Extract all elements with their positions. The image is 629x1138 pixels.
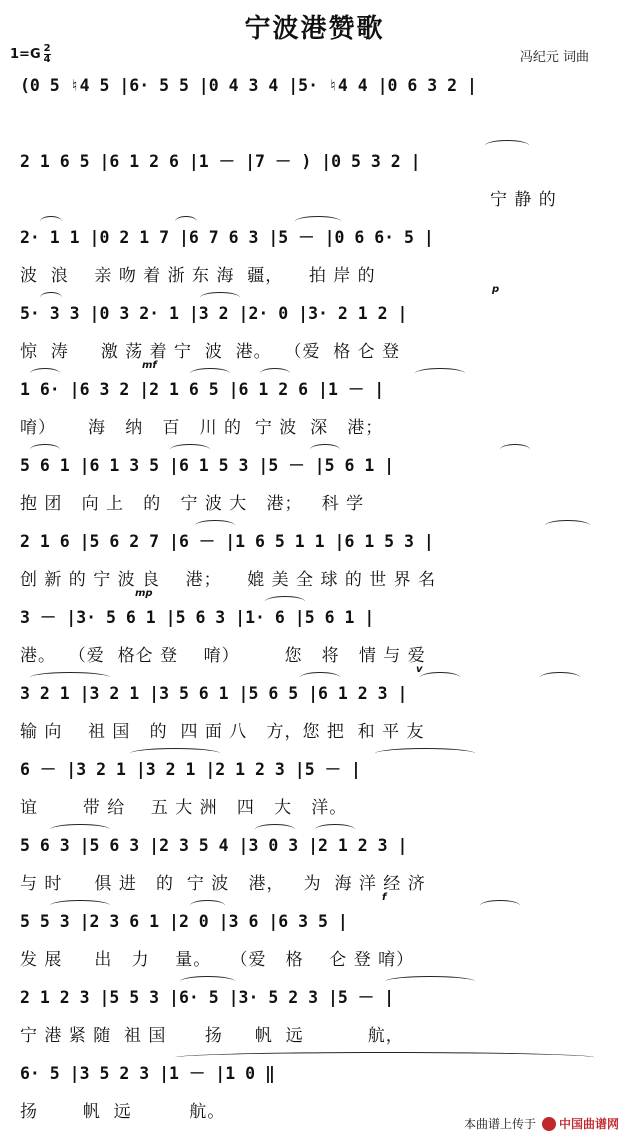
slur [50, 824, 110, 835]
lyric-line: 输 向 祖 国 的 四 面 八 方，您 把 和 平 友 [20, 722, 425, 742]
slur [170, 444, 210, 455]
slur [315, 824, 355, 835]
slur [30, 368, 60, 379]
dynamic-p: p [492, 284, 500, 295]
system-3 [0, 222, 629, 300]
lyric-line: 惊 涛 激 荡 着 宁 波 港。 （爱 格 仑 登 [20, 342, 401, 362]
system-8 [0, 588, 629, 680]
slur [195, 520, 235, 531]
notation-line: (0 5 ♮4 5 |6· 5 5 |0 4 3 4 |5· ♮4 4 |0 6 3 2 | [20, 76, 477, 95]
lyric-line: 扬 帆 远 航。 [20, 1102, 226, 1122]
system-13 [0, 982, 629, 1060]
slur [190, 368, 230, 379]
slur [180, 976, 235, 987]
author-credit: 冯纪元 词曲 [519, 50, 589, 65]
notation-line: 3 － |3· 5 6 1 |5 6 3 |1· 6 |5 6 1 | [20, 608, 375, 627]
notation-line: 5· 3 3 |0 3 2· 1 |3 2 |2· 0 |3· 2 1 2 | [20, 304, 408, 323]
slur [40, 292, 62, 303]
notation-line: 5 5 3 |2 3 6 1 |2 0 |3 6 |6 3 5 | [20, 912, 348, 931]
lyric-line: 谊 带 给 五 大 洲 四 大 洋。 [20, 798, 348, 818]
page-title: 宁波港赞歌 [244, 14, 385, 44]
slur [30, 672, 110, 683]
lyric-line: 创 新 的 宁 波 良 港； 媲 美 全 球 的 世 界 名 [20, 570, 437, 590]
system-1 [0, 70, 629, 148]
lyric-line: 与 时 俱 进 的 宁 波 港， 为 海 洋 经 济 [20, 874, 426, 894]
slur [485, 140, 529, 151]
slur [375, 748, 475, 759]
system-2 [0, 146, 629, 224]
footer-watermark [464, 1115, 619, 1132]
slur [200, 292, 240, 303]
tie [175, 1052, 595, 1063]
lyric-line: 发 展 出 力 量。 （爱 格 仑 登 唷） [20, 950, 415, 970]
notation-line: 5 6 3 |5 6 3 |2 3 5 4 |3 0 3 |2 1 2 3 | [20, 836, 408, 855]
logo-text: 中国曲谱网 [558, 1117, 619, 1131]
notation-line: 2 1 6 |5 6 2 7 |6 － |1 6 5 1 1 |6 1 5 3 | [20, 532, 434, 551]
notation-line: 1 6· |6 3 2 |2 1 6 5 |6 1 2 6 |1 － | [20, 380, 385, 399]
system-11 [0, 830, 629, 908]
system-6 [0, 450, 629, 528]
notation-line: 6· 5 |3 5 2 3 |1 － |1 0 ‖ [20, 1064, 275, 1083]
dynamic-f: f [382, 892, 387, 903]
slur [385, 976, 475, 987]
system-5 [0, 360, 629, 452]
key-signature [10, 44, 51, 65]
slur [130, 748, 220, 759]
slur [40, 216, 62, 227]
slur [265, 596, 305, 607]
system-4 [0, 284, 629, 376]
slur [480, 900, 520, 911]
lyric-line: 唷） 海 纳 百 川 的 宁 波 深 港； [20, 418, 384, 438]
slur [540, 672, 580, 683]
lyric-line: 港。 （爱 格仑 登 唷） 您 将 情 与 爱 [20, 646, 426, 666]
lyric-line: 宁 静 的 [490, 190, 557, 210]
slur [545, 520, 590, 531]
key-label: 1=G [10, 47, 41, 62]
system-7 [0, 526, 629, 604]
notation-line: 2 1 2 3 |5 5 3 |6· 5 |3· 5 2 3 |5 － | [20, 988, 395, 1007]
slur [30, 444, 60, 455]
slur [255, 824, 295, 835]
notation-line: 3 2 1 |3 2 1 |3 5 6 1 |5 6 5 |6 1 2 3 | [20, 684, 408, 703]
notation-line: 5 6 1 |6 1 3 5 |6 1 5 3 |5 － |5 6 1 | [20, 456, 395, 475]
slur [50, 900, 110, 911]
system-10 [0, 754, 629, 832]
system-9 [0, 664, 629, 756]
site-logo [542, 1115, 619, 1132]
lyric-line: 波 浪 亲 吻 着 浙 东 海 疆， 拍 岸 的 [20, 266, 376, 286]
slur [500, 444, 530, 455]
lyric-line: 抱 团 向 上 的 宁 波 大 港； 科 学 [20, 494, 365, 514]
dynamic-mf: mf [142, 360, 157, 371]
notation-line: 6 － |3 2 1 |3 2 1 |2 1 2 3 |5 － | [20, 760, 361, 779]
slur [190, 900, 225, 911]
slur [260, 368, 290, 379]
notation-line: 2· 1 1 |0 2 1 7 |6 7 6 3 |5 － |0 6 6· 5 | [20, 228, 434, 247]
logo-icon [542, 1117, 556, 1131]
notation-line: 2 1 6 5 |6 1 2 6 |1 － |7 － ) |0 5 3 2 | [20, 152, 421, 171]
lyric-line [20, 110, 610, 138]
meter-top: 2 [43, 43, 51, 54]
slur [300, 672, 340, 683]
slur [310, 444, 340, 455]
slur [420, 672, 460, 683]
dynamic-mp: mp [135, 588, 153, 599]
slur [175, 216, 197, 227]
lyric-line: 宁 港 紧 随 祖 国 扬 帆 远 航， [20, 1026, 404, 1046]
meter-bottom: 4 [43, 54, 51, 65]
system-12 [0, 892, 629, 984]
slur [295, 216, 341, 227]
upload-text: 本曲谱上传于 [463, 1117, 536, 1131]
breath-mark: v [416, 664, 423, 675]
time-signature [44, 44, 51, 65]
slur [415, 368, 465, 379]
